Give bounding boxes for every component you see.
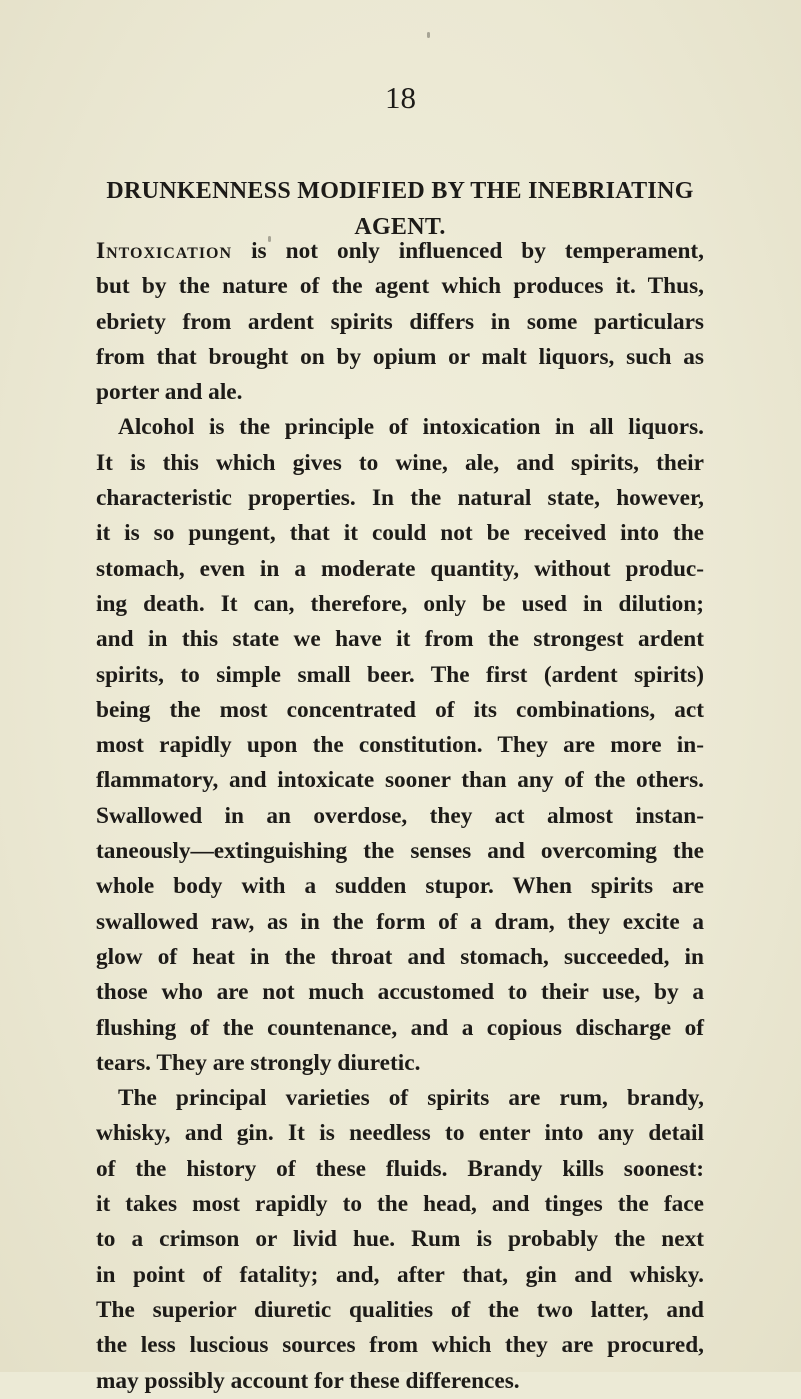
body-text <box>96 234 704 1399</box>
ink-speck <box>427 32 430 38</box>
text-line: The superior diuretic qualities of the two latter, and <box>96 1296 704 1323</box>
text-line: stomach, even in a moderate quantity, without produc- <box>96 555 704 582</box>
text-line: Swallowed in an overdose, they act almost instan- <box>96 802 704 829</box>
heading-line-2: AGENT. <box>354 214 446 240</box>
text-line: may possibly account for these differences. <box>96 1367 520 1394</box>
text-line: flammatory, and intoxicate sooner than any of the others. <box>96 767 704 794</box>
text-line: porter and ale. <box>96 379 243 406</box>
page-number: 18 <box>385 80 416 115</box>
text-line: tears. They are strongly diuretic. <box>96 1049 421 1076</box>
text-line: glow of heat in the throat and stomach, succeeded, in <box>96 943 704 970</box>
text-line: Intoxication is not only influenced by temperament, <box>96 238 704 264</box>
text-line: the less luscious sources from which they are procured, <box>96 1332 704 1359</box>
text-line: spirits, to simple small beer. The first (ardent spirits) <box>96 661 704 688</box>
text-line: but by the nature of the agent which produces it. Thus, <box>96 273 704 300</box>
text-line: ebriety from ardent spirits differs in some particulars <box>96 308 704 335</box>
text-line: being the most concentrated of its combinations, act <box>96 696 704 723</box>
text-line: characteristic properties. In the natural state, however, <box>96 485 704 512</box>
text-line: it takes most rapidly to the head, and tinges the face <box>96 1191 704 1218</box>
text-line: ing death. It can, therefore, only be used in dilution; <box>96 590 704 617</box>
text-line: flushing of the countenance, and a copious discharge of <box>96 1014 704 1041</box>
text-line: from that brought on by opium or malt liquors, such as <box>96 343 704 370</box>
text-line: Alcohol is the principle of intoxication in all liquors. <box>118 414 704 441</box>
text-line: most rapidly upon the constitution. They are more in- <box>96 732 704 759</box>
text-line: to a crimson or livid hue. Rum is probably the next <box>96 1226 704 1253</box>
text-line: in point of fatality; and, after that, gin and whisky. <box>96 1261 704 1288</box>
heading-line-1: DRUNKENNESS MODIFIED BY THE INEBRIATING <box>106 178 694 204</box>
text-line: swallowed raw, as in the form of a dram, they excite a <box>96 908 704 935</box>
text-line: whole body with a sudden stupor. When spirits are <box>96 873 704 900</box>
text-line: it is so pungent, that it could not be received into the <box>96 520 704 547</box>
text-line: of the history of these fluids. Brandy kills soonest: <box>96 1155 704 1182</box>
text-line: The principal varieties of spirits are rum, brandy, <box>118 1085 704 1112</box>
first-word: Intoxication <box>96 238 233 264</box>
text-line: taneously—extinguishing the senses and overcoming the <box>96 838 704 865</box>
text-line: It is this which gives to wine, ale, and spirits, their <box>96 449 704 476</box>
text-line: and in this state we have it from the strongest ardent <box>96 626 704 653</box>
text-line: whisky, and gin. It is needless to enter into any detail <box>96 1120 704 1147</box>
text-line: those who are not much accustomed to their use, by a <box>96 979 704 1006</box>
